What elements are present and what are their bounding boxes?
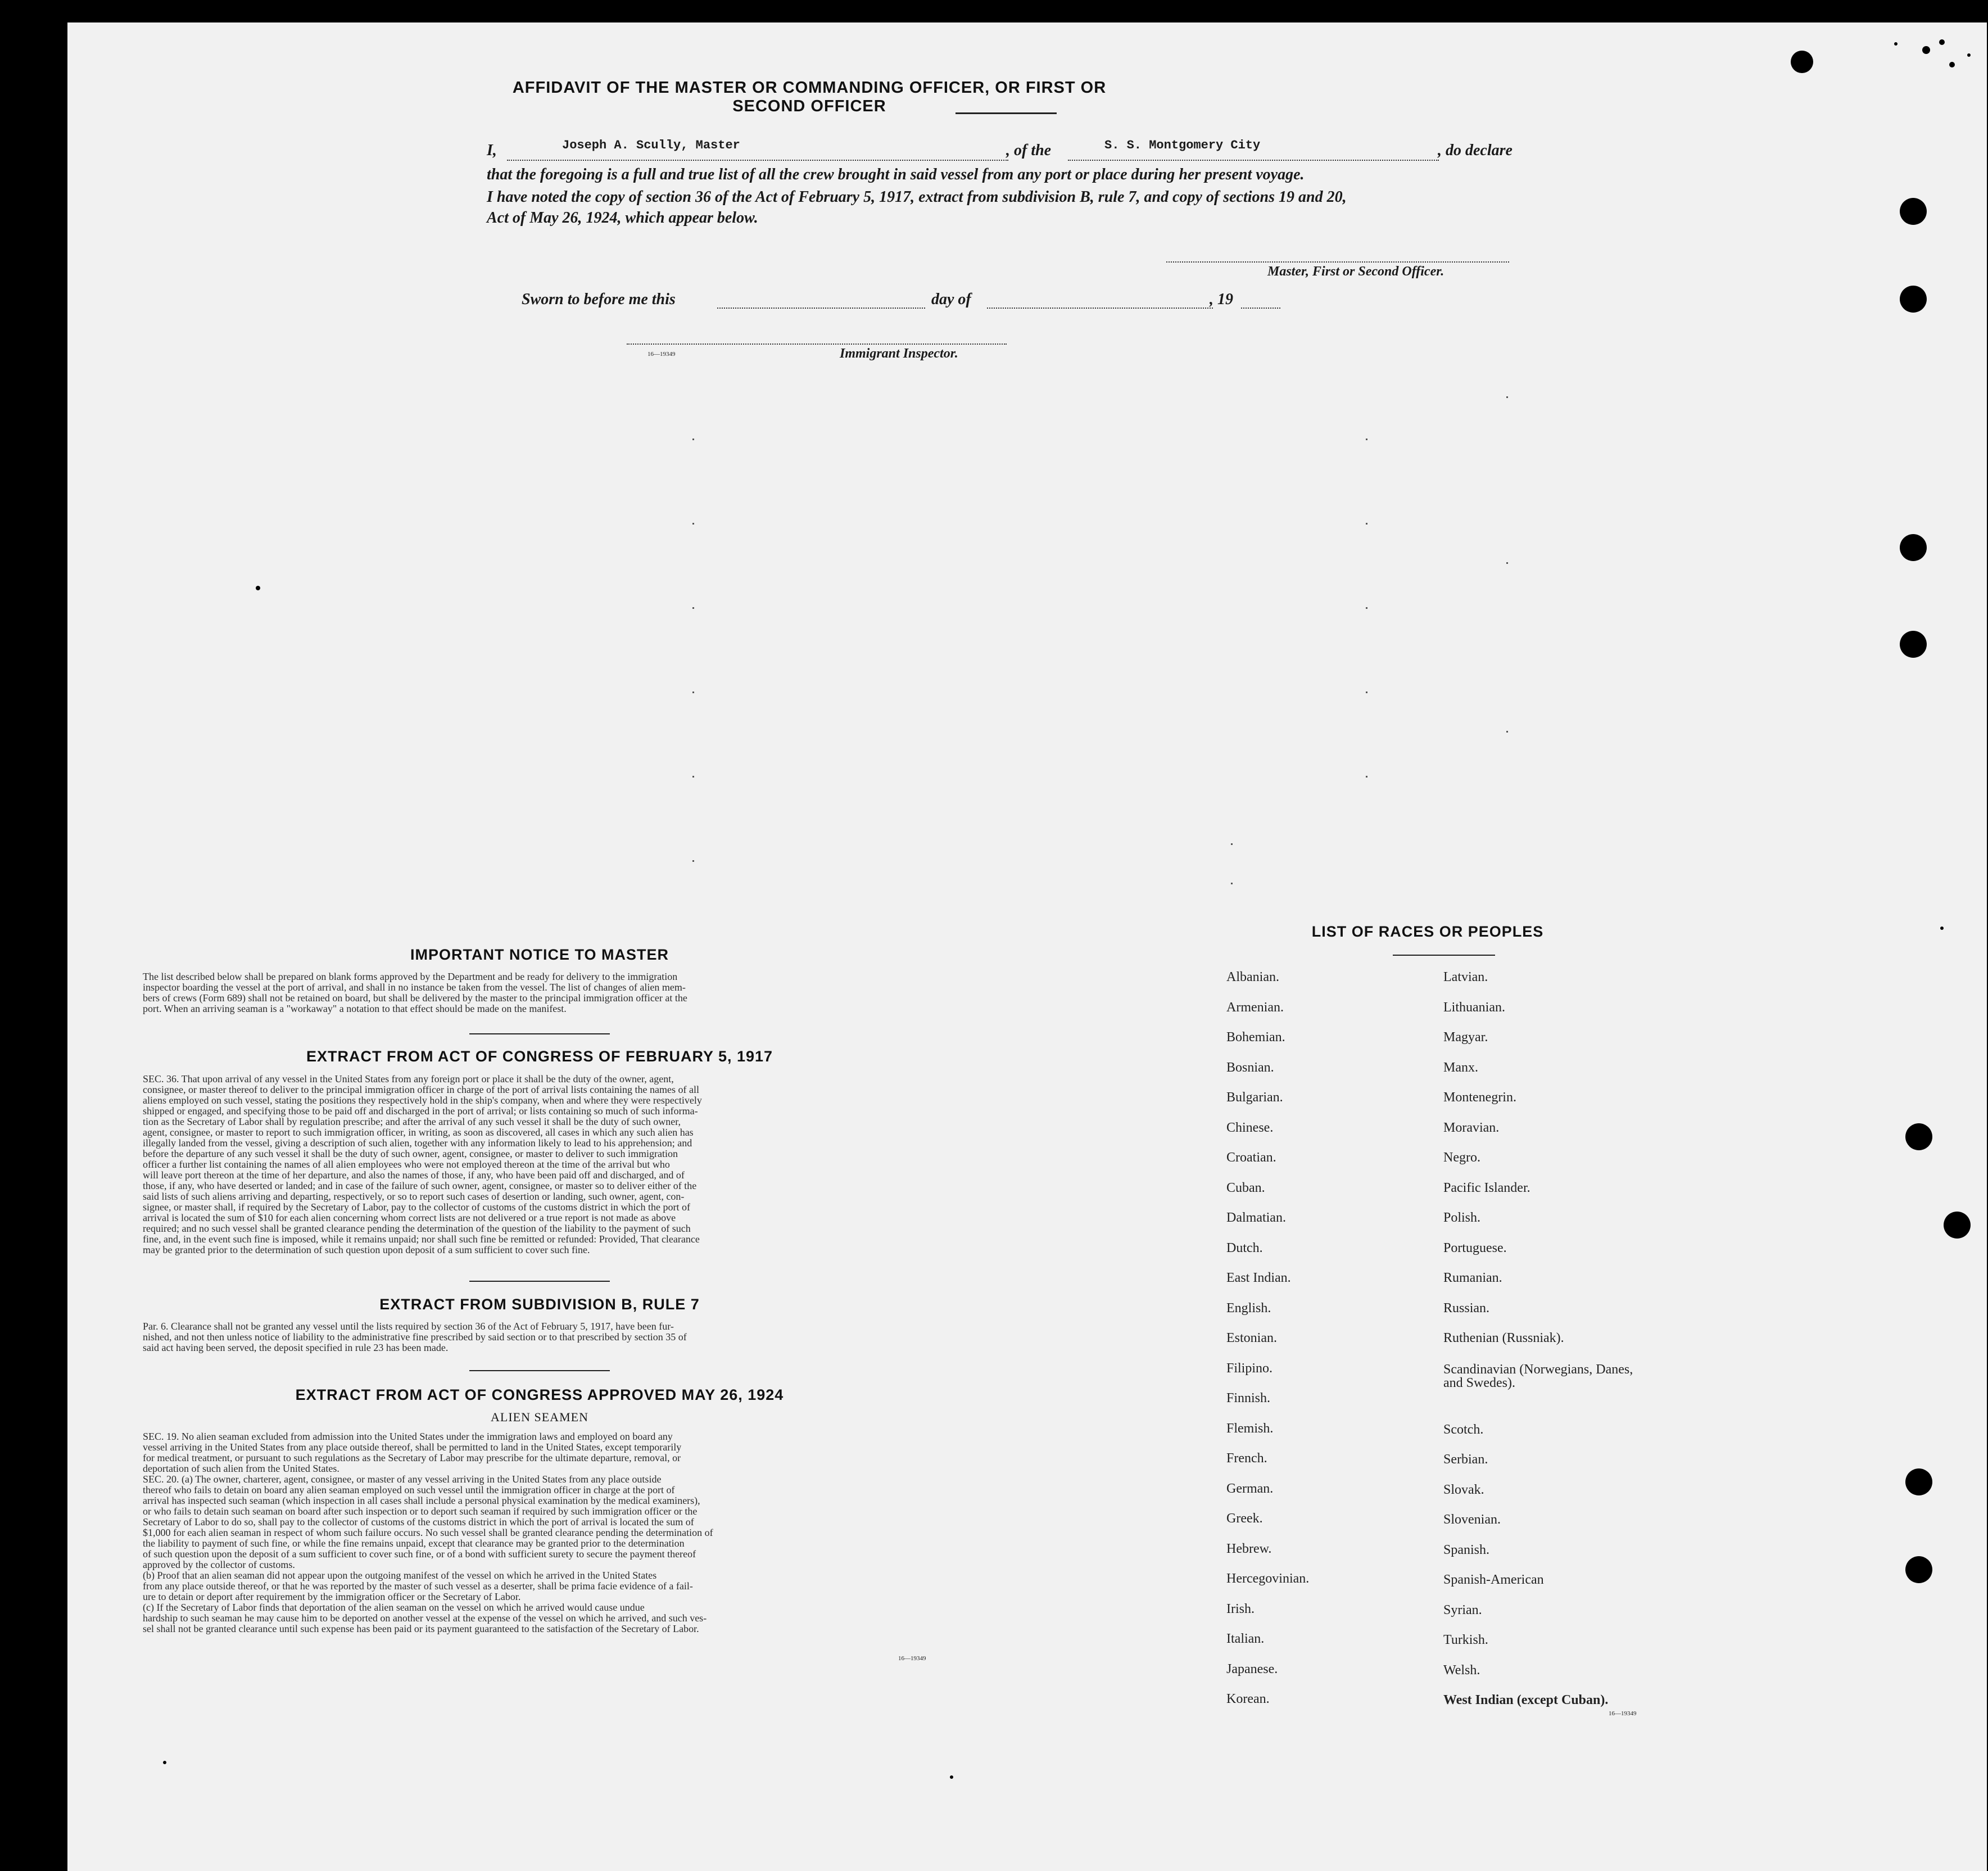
section-divider (469, 1033, 610, 1034)
punch-hole (1944, 1212, 1971, 1239)
race-item: Russian. (1443, 1300, 1490, 1316)
declaration-pronoun: I, (487, 142, 497, 159)
act-1917-line: those, if any, who have deserted or landed; and in case of the failure of such owner, agent, consignee, or master so to deliver either of the (143, 1180, 697, 1191)
act-1917-line: agent, consignee, or master to report to such immigration officer, in writing, as soon as discovered, all cases in which any such alien has (143, 1127, 694, 1138)
section-divider (469, 1281, 610, 1282)
race-item: French. (1226, 1451, 1267, 1466)
race-item: Greek. (1226, 1511, 1263, 1526)
race-item: Manx. (1443, 1060, 1478, 1075)
race-item: Pacific Islander. (1443, 1180, 1530, 1195)
rule-7-title: EXTRACT FROM SUBDIVISION B, RULE 7 (379, 1296, 700, 1313)
act-1917-line: fine, and, in the event such fine is imposed, while it remains unpaid; nor shall such fine be remitted or refunded: Provided, That clearance (143, 1233, 700, 1245)
race-item: Hebrew. (1226, 1541, 1272, 1556)
rule-7-line: said act having been served, the deposit specified in rule 23 has been made. (143, 1342, 449, 1353)
act-1924-line: $1,000 for each alien seaman in respect of whom such failure occurs. No such vessel shall be granted clearance pending the determination of (143, 1527, 713, 1538)
race-item: Scotch. (1443, 1422, 1484, 1437)
race-item: Italian. (1226, 1632, 1265, 1646)
act-1917-line: signee, or master shall, if required by the Secretary of Labor, pay to the collector of customs of the customs district in which the port of (143, 1201, 691, 1213)
punch-hole (1905, 1556, 1932, 1583)
act-1917-line: said lists of such aliens arriving and departing, respectively, or so to report such cases of desertion or landing, such owner, agent, con- (143, 1191, 685, 1202)
act-1917-line: before the departure of any such vessel it shall be the duty of such owner, agent, consignee, or master to deliver to such immigration (143, 1148, 678, 1159)
race-item: Moravian. (1443, 1120, 1500, 1135)
race-item: Filipino. (1226, 1361, 1273, 1376)
race-item: Montenegrin. (1443, 1090, 1516, 1105)
race-item: West Indian (except Cuban). (1443, 1693, 1609, 1707)
race-item: Cuban. (1226, 1180, 1265, 1195)
column-mark (692, 860, 694, 862)
punch-hole (1905, 1468, 1932, 1495)
act-1924-line: thereof who fails to detain on board any alien seaman employed on such vessel until the immigration officer in charge at the port of (143, 1484, 675, 1495)
of-the-label: , of the (1006, 142, 1052, 159)
speck (1922, 46, 1930, 54)
punch-hole (1791, 51, 1813, 73)
act-1924-line: approved by the collector of customs. (143, 1559, 295, 1570)
vessel-line (1068, 160, 1439, 161)
year-prefix: , 19 (1210, 291, 1233, 308)
act-1917-line: consignee, or master thereof to deliver to the principal immigration officer in charge of the port of arrival lists containing the names of all (143, 1084, 700, 1095)
act-1924-subtitle: ALIEN SEAMEN (491, 1410, 588, 1424)
column-mark (692, 523, 694, 525)
rule-7-line: Par. 6. Clearance shall not be granted any vessel until the lists required by section 36 of the Act of February 5, 1917, have been fur- (143, 1321, 674, 1332)
act-1924-line: from any place outside thereof, or that he was reported by the master of such vessel as a deserter, shall be prima facie evidence of a fail- (143, 1580, 693, 1592)
act-1924-line: deportation of such alien from the United States. (143, 1463, 339, 1474)
form-number: 16—19349 (647, 351, 676, 358)
punch-hole (1900, 286, 1927, 313)
act-1917-line: illegally landed from the vessel, giving a description of such alien, together with any information likely to lead to his apprehension; and (143, 1137, 692, 1149)
inspector-signature-line (627, 344, 1007, 345)
race-item: Slovak. (1443, 1482, 1484, 1497)
inspector-caption: Immigrant Inspector. (840, 346, 958, 361)
column-mark (1506, 562, 1508, 564)
race-item: Magyar. (1443, 1030, 1488, 1045)
race-item: Croatian. (1226, 1150, 1276, 1165)
speck (1894, 42, 1898, 46)
affidavit-body-line-3: Act of May 26, 1924, which appear below. (487, 209, 758, 227)
act-1924-line: sel shall not be granted clearance until such expense has been paid or its payment guaranteed to the satisfaction of the Secretary of Labor. (143, 1623, 699, 1634)
act-1924-line: or who fails to detain such seaman on board after such inspection or to deport such seaman if required by such immigration officer or the (143, 1506, 698, 1517)
speck (163, 1761, 166, 1764)
race-item: Negro. (1443, 1150, 1480, 1165)
race-item: Slovenian. (1443, 1512, 1501, 1527)
column-mark (1366, 523, 1367, 525)
race-item: Spanish. (1443, 1542, 1490, 1557)
punch-hole (1900, 534, 1927, 561)
sworn-day-line (717, 308, 925, 309)
column-mark (692, 607, 694, 609)
act-1924-line: (b) Proof that an alien seaman did not appear upon the outgoing manifest of the vessel on which he arrived in the United States (143, 1570, 657, 1581)
act-1924-line: vessel arriving in the United States from any place outside thereof, shall be permitted to land in the United States, except temporarily (143, 1441, 682, 1453)
race-item: Japanese. (1226, 1661, 1278, 1676)
notice-text (143, 971, 950, 1014)
act-1924-line: for medical treatment, or pursuant to such regulations as the Secretary of Labor may prescribe for the ultimate departure, removal, or (143, 1452, 681, 1463)
races-title-underline (1393, 955, 1495, 956)
race-item: Finnish. (1226, 1391, 1271, 1405)
act-1917-line: arrival is located the sum of $10 for each alien concerning whom correct lists are not delivered or a true report is not made as above (143, 1212, 676, 1223)
act-1924-line: hardship to such seaman he may cause him to be deported on another vessel at the expense of the vessel on which he arrived, and such ves- (143, 1612, 707, 1624)
act-1917-line: aliens employed on such vessel, stating the positions they respectively hold in the ship's company, when and where they were respectively (143, 1095, 702, 1106)
act-1924-line: SEC. 20. (a) The owner, charterer, agent, consignee, or master of any vessel arriving in the United States from any place outside (143, 1474, 662, 1485)
act-1924-line: arrival has inspected such seaman (which inspection in all cases shall include a personal physical examination by the medical examiners), (143, 1495, 700, 1506)
act-1917-line: may be granted prior to the determination of such question upon deposit of a sum sufficient to cover such fine. (143, 1244, 590, 1255)
sworn-year-line (1241, 308, 1280, 309)
do-declare-label: , do declare (1438, 142, 1512, 159)
race-item: Estonian. (1226, 1331, 1277, 1345)
affidavit-body-line-1: that the foregoing is a full and true list of all the crew brought in said vessel from any port or place during her present voyage. (487, 166, 1305, 183)
sworn-month-line (987, 308, 1213, 309)
race-item: English. (1226, 1300, 1271, 1316)
column-mark (1366, 439, 1367, 440)
race-item: Rumanian. (1443, 1271, 1502, 1285)
act-1924-line: ure to detain or deport after requirement by the immigration officer or the Secretary of Labor. (143, 1591, 521, 1602)
speck (1949, 62, 1955, 67)
declarant-name: Joseph A. Scully, Master (562, 138, 740, 152)
affidavit-title: AFFIDAVIT OF THE MASTER OR COMMANDING OFFICER, OR FIRST OR SECOND OFFICER (512, 79, 1107, 115)
column-mark (1506, 731, 1508, 733)
race-item: Serbian. (1443, 1452, 1488, 1467)
race-item: East Indian. (1226, 1271, 1291, 1285)
notice-line: port. When an arriving seaman is a "workaway" a notation to that effect should be made on the manifest. (143, 1003, 567, 1014)
race-item: Polish. (1443, 1210, 1481, 1225)
race-item: Dutch. (1226, 1240, 1263, 1255)
race-item: Armenian. (1226, 1000, 1284, 1015)
races-left-column (1226, 970, 1418, 1723)
speck (1967, 53, 1971, 57)
race-item: Bosnian. (1226, 1060, 1274, 1075)
day-of-label: day of (931, 291, 971, 308)
races-title: LIST OF RACES OR PEOPLES (1311, 923, 1544, 940)
race-item: Ruthenian (Russniak). (1443, 1331, 1564, 1345)
act-1917-title: EXTRACT FROM ACT OF CONGRESS OF FEBRUARY 5, 1917 (306, 1048, 773, 1065)
notice-line: bers of crews (Form 689) shall not be retained on board, but shall be delivered by the master to the principal immigration officer at the (143, 992, 687, 1004)
rule-7-line: nished, and not then unless notice of liability to the administrative fine prescribed by said section or to that prescribed by section 35 of (143, 1331, 687, 1343)
column-mark (692, 692, 694, 693)
race-item: Turkish. (1443, 1633, 1488, 1647)
race-item: Portuguese. (1443, 1240, 1507, 1255)
punch-hole (1900, 198, 1927, 225)
declarant-line (507, 160, 1008, 161)
race-item: Irish. (1226, 1601, 1255, 1616)
speck (256, 586, 260, 590)
act-1924-text (143, 1431, 950, 1634)
act-1924-line: SEC. 19. No alien seaman excluded from admission into the United States under the immigration laws and employed on board any (143, 1431, 673, 1442)
races-right-column (1443, 970, 1668, 1724)
punch-hole (1900, 631, 1927, 658)
notice-line: The list described below shall be prepared on blank forms approved by the Department and be ready for delivery to the immigration (143, 971, 678, 982)
race-item: Bohemian. (1226, 1030, 1285, 1045)
act-1924-title: EXTRACT FROM ACT OF CONGRESS APPROVED MAY 26, 1924 (295, 1386, 784, 1403)
act-1917-line: tion as the Secretary of Labor shall by regulation prescribe; and after the arrival of any such vessel it shall be the duty of such owner, (143, 1116, 681, 1127)
act-1917-line: will leave port thereon at the time of her departure, and also the names of those, if any, who have been paid off and discharged, and of (143, 1169, 685, 1181)
notice-title: IMPORTANT NOTICE TO MASTER (410, 946, 669, 963)
master-signature-line (1166, 261, 1509, 263)
act-1924-line: of such question upon the deposit of a sum sufficient to cover such fine, or of a bond with sufficient surety to secure the payment thereof (143, 1548, 696, 1560)
race-item: Hercegovinian. (1226, 1571, 1310, 1586)
master-signature-caption: Master, First or Second Officer. (1267, 264, 1444, 279)
race-item: Bulgarian. (1226, 1090, 1283, 1105)
act-1924-line: (c) If the Secretary of Labor finds that deportation of the alien seaman on the vessel on which he arrived would cause undue (143, 1602, 645, 1613)
column-mark (1231, 883, 1233, 884)
column-mark (1231, 843, 1233, 845)
act-1917-text (143, 1074, 950, 1255)
race-item: Dalmatian. (1226, 1210, 1286, 1225)
act-1917-line: shipped or engaged, and specifying those to be paid off and discharged in the port of arrival; or lists containing so much of such informa- (143, 1105, 698, 1117)
act-1924-line: the liability to payment of such fine, or while the fine remains unpaid, except that clearance may be granted prior to the determination (143, 1538, 685, 1549)
vessel-name: S. S. Montgomery City (1104, 138, 1261, 152)
act-1917-line: officer a further list containing the names of all alien employees who were not employed thereon at the time of the arrival but who (143, 1159, 670, 1170)
speck (1939, 39, 1945, 45)
race-item: Chinese. (1226, 1120, 1274, 1135)
speck (1940, 927, 1944, 930)
race-item: Flemish. (1226, 1421, 1274, 1436)
race-item: Latvian. (1443, 970, 1488, 984)
act-1917-line: SEC. 36. That upon arrival of any vessel in the United States from any foreign port or place it shall be the duty of the owner, agent, (143, 1073, 674, 1084)
act-1917-line: required; and no such vessel shall be granted clearance pending the determination of the question of the liability to the payment of such (143, 1223, 691, 1234)
column-mark (1366, 776, 1367, 778)
race-item: Welsh. (1443, 1662, 1480, 1678)
form-number: 16—19349 (898, 1655, 926, 1662)
sworn-prefix: Sworn to before me this (522, 291, 676, 308)
race-item: German. (1226, 1481, 1274, 1496)
column-mark (1366, 607, 1367, 609)
punch-hole (1905, 1123, 1932, 1150)
section-divider (469, 1370, 610, 1371)
rule-7-text (143, 1321, 950, 1353)
race-item: Korean. (1226, 1692, 1270, 1706)
race-item: Lithuanian. (1443, 1000, 1505, 1015)
column-mark (1366, 692, 1367, 693)
column-mark (692, 439, 694, 440)
title-underline (955, 112, 1057, 114)
race-item: Syrian. (1443, 1602, 1482, 1617)
form-number: 16—19349 (1609, 1710, 1637, 1717)
act-1924-line: Secretary of Labor to do so, shall pay to the collector of customs of the customs district in which the port of arrival is located the sum of (143, 1516, 694, 1527)
race-item: Spanish-American (1443, 1572, 1544, 1587)
race-item-scandinavian: Scandinavian (Norwegians, Danes, and Swedes). (1443, 1362, 1633, 1390)
speck (950, 1775, 953, 1779)
column-mark (692, 776, 694, 778)
race-item: Albanian. (1226, 970, 1279, 984)
column-mark (1506, 396, 1508, 398)
notice-line: inspector boarding the vessel at the port of arrival, and shall in no instance be taken from the vessel. The list of changes of alien mem- (143, 982, 686, 993)
affidavit-body-line-2: I have noted the copy of section 36 of the Act of February 5, 1917, extract from subdivision B, rule 7, and copy of sections 19 and 20, (487, 188, 1347, 206)
